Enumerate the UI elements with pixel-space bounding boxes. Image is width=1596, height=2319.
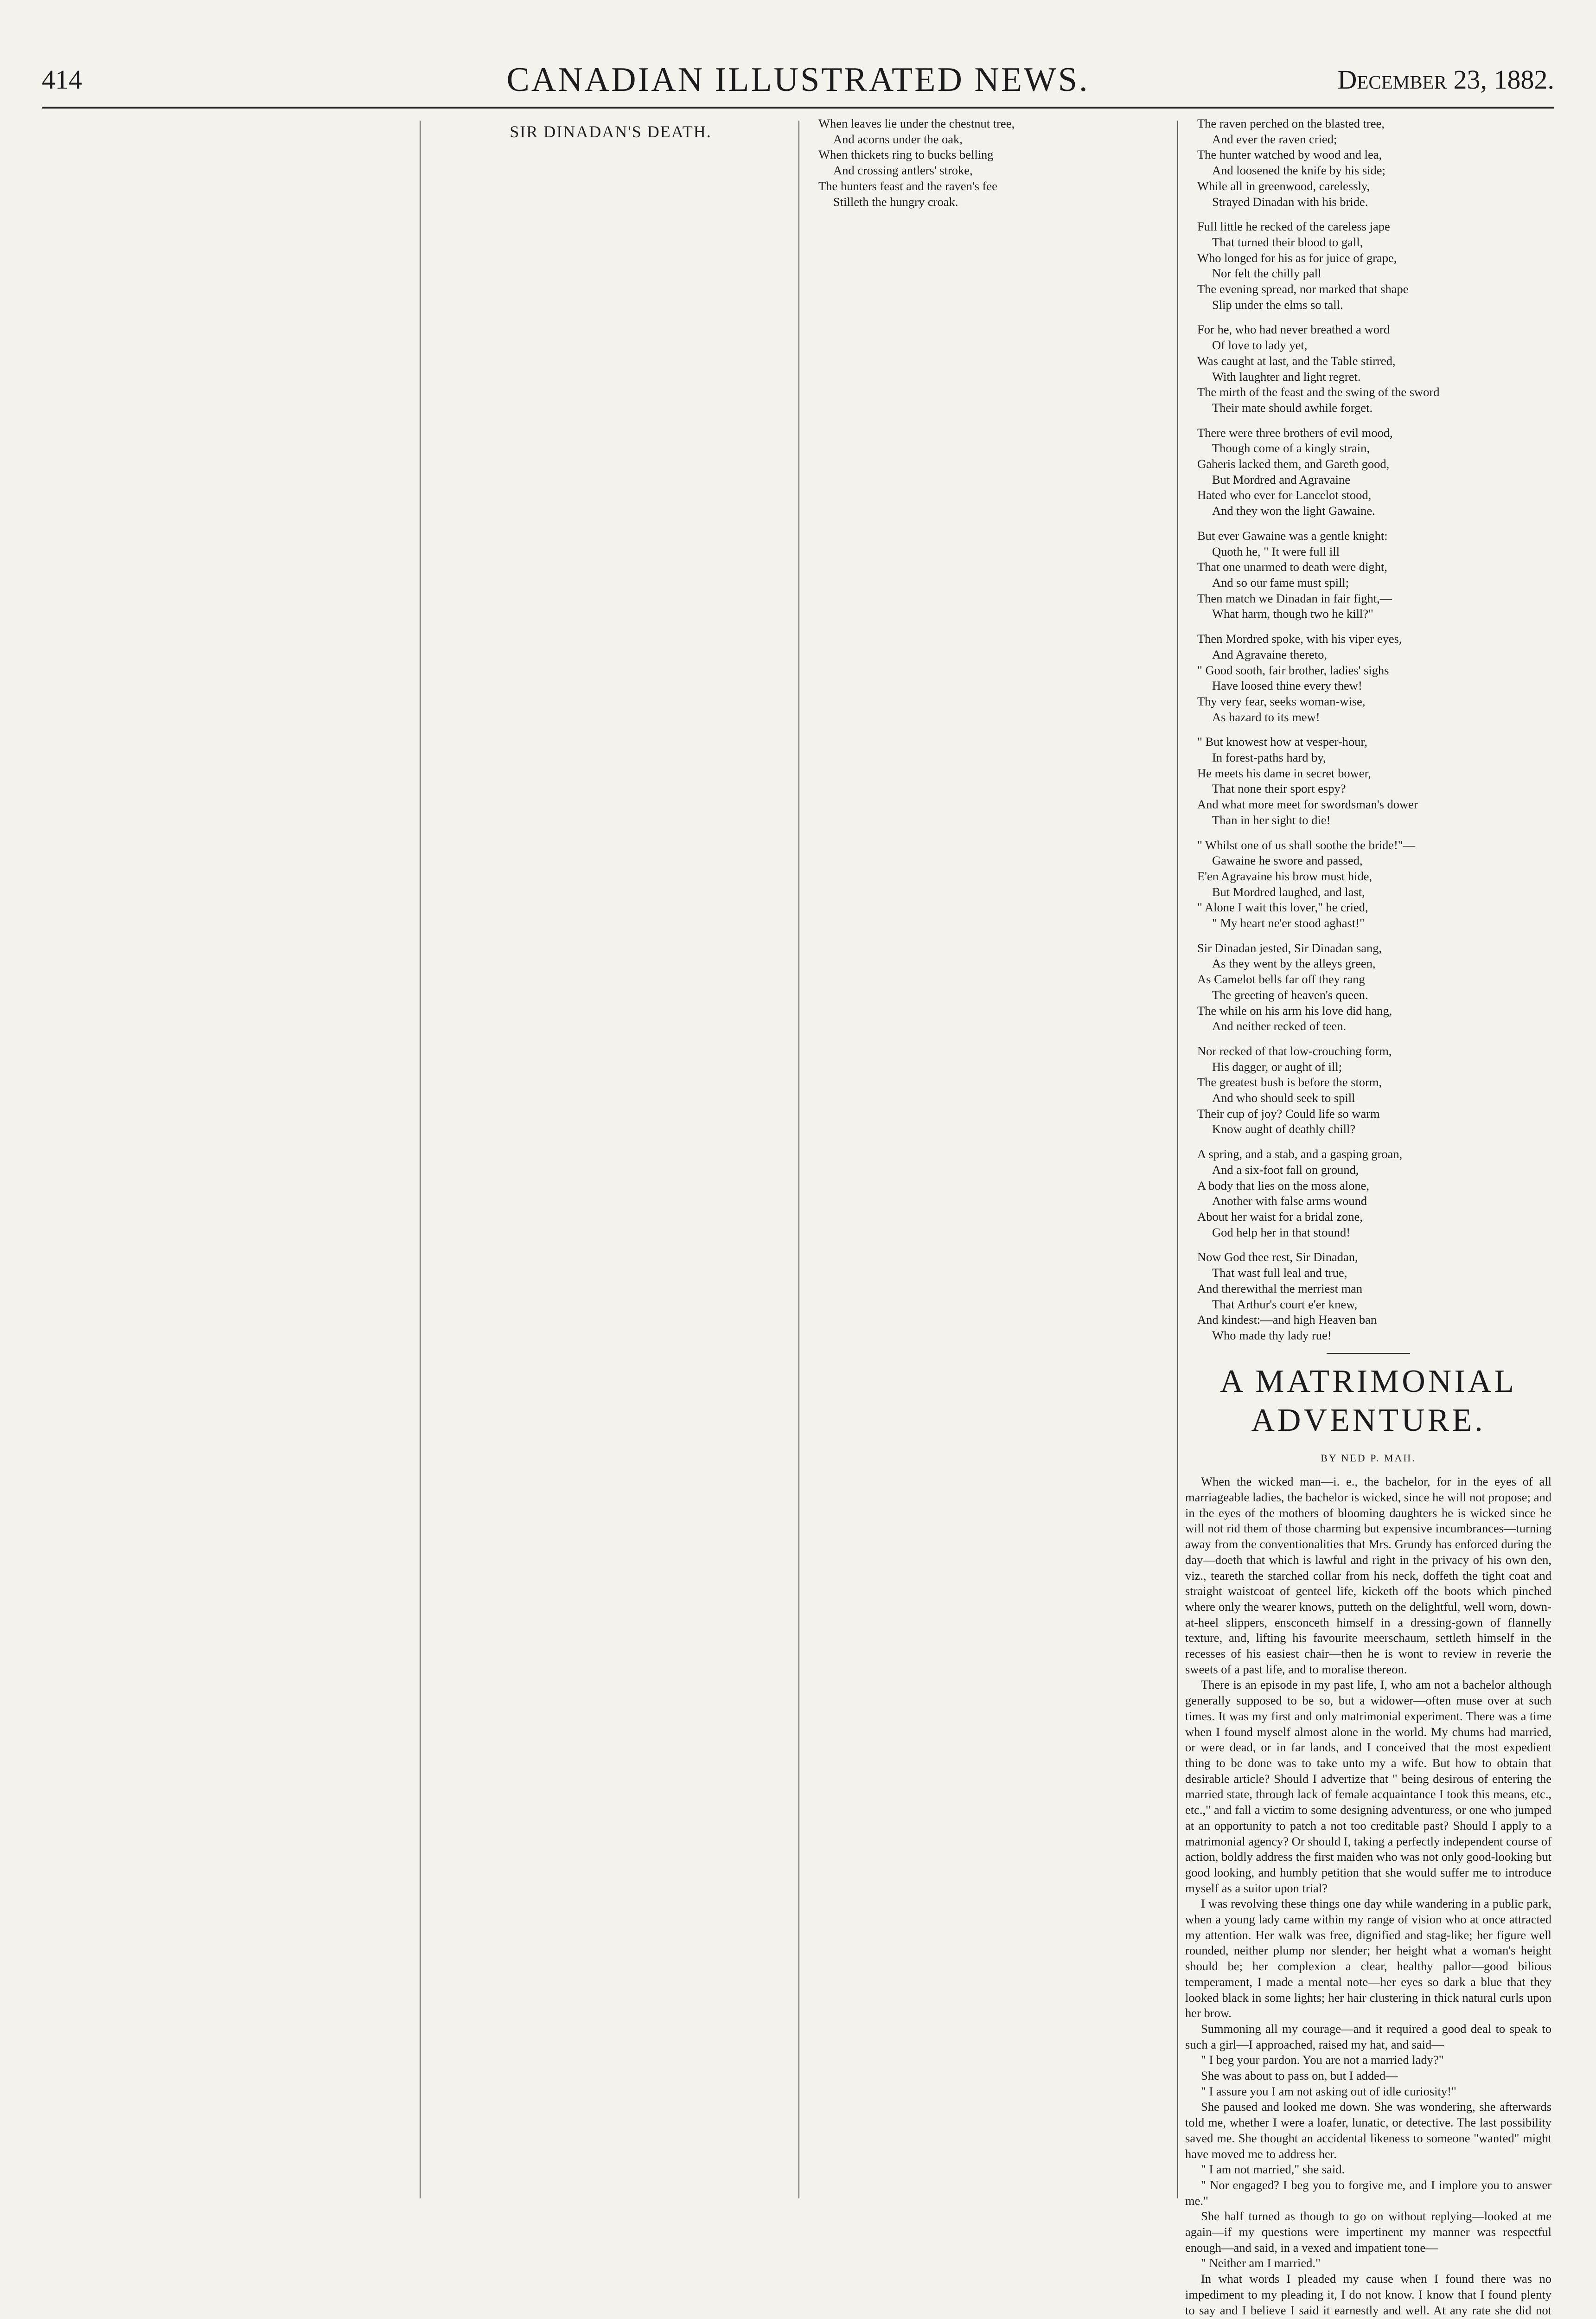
poem-stanza <box>1197 631 1551 725</box>
poem-line: For he, who had never breathed a word <box>1197 322 1390 337</box>
column-4 <box>1185 116 1551 2317</box>
section-divider <box>1327 1353 1410 1354</box>
poem-stanza <box>1197 734 1551 828</box>
story-paragraph: I was revolving these things one day while wandering in a public park, when a young lady came within my range of vision who at once attracted my attention. Her walk was free, dignified and stag-like; her figure well rounded, neither plump nor slender; her height what a woman's height should be; her complexion a clear, healthy pallor—good bilious temperament, I made a mental note—her eyes so dark a blue that they looked black in some lights; her hair clustering in thick natural curls upon her brow. <box>1185 1896 1551 2020</box>
poem-line: When leaves lie under the chestnut tree, <box>818 116 1015 130</box>
poem-line: The hunters feast and the raven's fee <box>818 179 997 193</box>
story-paragraph: " I am not married," she said. <box>1201 2162 1345 2177</box>
story-paragraph: She paused and looked me down. She was wondering, she afterwards told me, whether I were a loafer, lunatic, or detective. The last possibility saved me. She thought an accidental likeness to someone "wanted" might have moved me to address her. <box>1185 2100 1551 2161</box>
poem-line: A body that lies on the moss alone, <box>1197 1178 1369 1192</box>
story-paragraph: She half turned as though to go on without replying—looked at me again—if my questions were impertinent my manner was respectful enough—and said, in a vexed and impatient tone— <box>1185 2209 1551 2255</box>
column-1 <box>44 116 410 2212</box>
poem-line: A spring, and a stab, and a gasping groan, <box>1197 1147 1403 1161</box>
poem-stanza <box>1197 941 1551 1034</box>
poem-line: Of love to lady yet, <box>1212 338 1308 352</box>
poem-line: " Good sooth, fair brother, ladies' sighs <box>1197 663 1389 677</box>
column-rule <box>420 121 421 2198</box>
poem-line: And acorns under the oak, <box>833 132 963 146</box>
poem-line: That one unarmed to death were dight, <box>1197 560 1387 574</box>
poem-line: Hated who ever for Lancelot stood, <box>1197 488 1372 502</box>
poem-line: That Arthur's court e'er knew, <box>1212 1297 1358 1311</box>
poem-line: Now God thee rest, Sir Dinadan, <box>1197 1250 1358 1264</box>
poem-line: The evening spread, nor marked that shape <box>1197 282 1409 296</box>
poem-line: " Whilst one of us shall soothe the bride!"— <box>1197 838 1416 852</box>
poem-line: Slip under the elms so tall. <box>1212 297 1343 312</box>
poem-line: And ever the raven cried; <box>1212 132 1337 146</box>
poem-line: The greatest bush is before the storm, <box>1197 1075 1382 1089</box>
poem-line: What harm, though two he kill?" <box>1212 607 1373 621</box>
poem-stanza <box>1197 528 1551 622</box>
story-paragraph: She was about to pass on, but I added— <box>1201 2069 1398 2083</box>
poem-line: And so our fame must spill; <box>1212 575 1349 589</box>
poem-line: Nor recked of that low-crouching form, <box>1197 1044 1392 1058</box>
poem-stanza <box>1197 322 1551 416</box>
poem-line: But Mordred and Agravaine <box>1212 472 1351 487</box>
story-paragraph: In what words I pleaded my cause when I found there was no impediment to my pleading it, I do not know. I know that I found plenty to say and I believe I said it earnestly and well. At any rate she did not <box>1185 2272 1551 2317</box>
poem-line: Strayed Dinadan with his bride. <box>1212 194 1368 209</box>
issue-date: December 23, 1882. <box>1337 64 1554 95</box>
poem-line: And crossing antlers' stroke, <box>833 163 973 178</box>
column-3 <box>806 116 1173 2212</box>
story-paragraph: " Nor engaged? I beg you to forgive me, and I implore you to answer me." <box>1185 2178 1551 2208</box>
poem-line: Who longed for his as for juice of grape, <box>1197 250 1397 265</box>
poem-stanza <box>1197 1147 1551 1240</box>
column-rule <box>1177 121 1178 2198</box>
poem-line: Stilleth the hungry croak. <box>833 194 958 209</box>
poem-title: SIR DINADAN'S DEATH. <box>510 122 712 141</box>
poem-line: And neither recked of teen. <box>1212 1019 1347 1033</box>
poem-line: Than in her sight to die! <box>1212 813 1331 827</box>
poem-line: That wast full leal and true, <box>1212 1266 1347 1280</box>
poem-line: The greeting of heaven's queen. <box>1212 987 1368 1002</box>
poem-line: E'en Agravaine his brow must hide, <box>1197 869 1373 883</box>
poem-line: " But knowest how at vesper-hour, <box>1197 735 1367 749</box>
poem-line: " Alone I wait this lover," he cried, <box>1197 900 1368 915</box>
poem-stanza <box>1197 116 1551 210</box>
poem-stanza <box>1197 425 1551 519</box>
poem-line: The hunter watched by wood and lea, <box>1197 147 1382 162</box>
story-paragraph: When the wicked man—i. e., the bachelor, for in the eyes of all marriageable ladies, the bachelor is wicked, since he will not propose; and in the eyes of the mothers of blooming daughters he is wicked since he will not rid them of those charming but expensive incumbrances—turning away from the conventionalities that Mrs. Grundy has enforced during the day—doeth that which is lawful and right in the privacy of his own den, viz., teareth the starched collar from his neck, doffeth the tight coat and straight waistcoat of genteel life, kicketh off the boots which pinched where only the wearer knows, putteth on the delightful, well worn, down-at-heel slippers, ensconceth himself in a dressing-gown of flannelly texture, and, lifting his favourite meerschaum, settleth himself in the recesses of his easiest chair—then he is wont to review in reverie the sweets of a past life, and to moralise thereon. <box>1185 1474 1551 1676</box>
poem-line: Then match we Dinadan in fair fight,— <box>1197 591 1392 605</box>
poem-line: Their mate should awhile forget. <box>1212 400 1373 415</box>
poem-line: Gawaine he swore and passed, <box>1212 853 1363 868</box>
poem-line: Another with false arms wound <box>1212 1194 1367 1208</box>
poem-line: Nor felt the chilly pall <box>1212 266 1321 281</box>
poem-line: Know aught of deathly chill? <box>1212 1122 1356 1136</box>
poem-line: In forest-paths hard by, <box>1212 750 1326 765</box>
poem-line: Quoth he, " It were full ill <box>1212 544 1340 558</box>
poem-line: Who made thy lady rue! <box>1212 1328 1332 1342</box>
poem-stanza <box>1197 838 1551 931</box>
poem-line: And loosened the knife by his side; <box>1212 163 1385 178</box>
masthead <box>42 56 1554 109</box>
column-rule <box>798 121 799 2198</box>
poem-stanza <box>818 116 1173 210</box>
poem-line: Then Mordred spoke, with his viper eyes, <box>1197 632 1402 646</box>
newspaper-title: CANADIAN ILLUSTRATED NEWS. <box>506 61 1090 99</box>
poem-line: Have loosed thine every thew! <box>1212 679 1362 693</box>
poem-line: But ever Gawaine was a gentle knight: <box>1197 528 1388 543</box>
poem-stanza <box>1197 1044 1551 1137</box>
poem-line: That none their sport espy? <box>1212 782 1346 796</box>
poem-line: As Camelot bells far off they rang <box>1197 972 1365 987</box>
story-paragraph: " Neither am I married." <box>1201 2256 1321 2270</box>
poem-line: God help her in that stound! <box>1212 1225 1351 1239</box>
poem-line: There were three brothers of evil mood, <box>1197 425 1393 440</box>
poem-line: As they went by the alleys green, <box>1212 956 1376 971</box>
poem-line: Gaheris lacked them, and Gareth good, <box>1197 457 1390 471</box>
poem-line: That turned their blood to gall, <box>1212 235 1363 249</box>
poem-line: About her waist for a bridal zone, <box>1197 1210 1363 1224</box>
poem-line: The while on his arm his love did hang, <box>1197 1003 1392 1018</box>
poem-line: As hazard to its mew! <box>1212 710 1320 724</box>
poem-line: And they won the light Gawaine. <box>1212 504 1375 518</box>
poem-line: The mirth of the feast and the swing of the sword <box>1197 385 1440 399</box>
poem-line: Sir Dinadan jested, Sir Dinadan sang, <box>1197 941 1382 955</box>
poem-line: Thy very fear, seeks woman-wise, <box>1197 694 1366 708</box>
story-title: A MATRIMONIAL ADVENTURE. <box>1220 1363 1517 1438</box>
poem-stanza <box>1197 219 1551 313</box>
poem-line: And Agravaine thereto, <box>1212 647 1327 661</box>
poem-line: Was caught at last, and the Table stirred, <box>1197 353 1396 368</box>
poem-line: With laughter and light regret. <box>1212 369 1361 384</box>
poem-line: " My heart ne'er stood aghast!" <box>1212 916 1365 930</box>
story-paragraph: Summoning all my courage—and it required a good deal to speak to such a girl—I approached, raised my hat, and said— <box>1185 2021 1551 2051</box>
page-number: 414 <box>42 64 82 95</box>
poem-line: And what more meet for swordsman's dower <box>1197 797 1418 812</box>
poem-line: He meets his dame in secret bower, <box>1197 766 1371 780</box>
poem-line: And a six-foot fall on ground, <box>1212 1162 1359 1177</box>
poem-line: Full little he recked of the careless jape <box>1197 219 1390 234</box>
poem-line: And kindest:—and high Heaven ban <box>1197 1313 1377 1327</box>
story-paragraph: " I assure you I am not asking out of idle curiosity!" <box>1201 2084 1456 2098</box>
poem-line: The raven perched on the blasted tree, <box>1197 116 1385 130</box>
poem-line: His dagger, or aught of ill; <box>1212 1059 1342 1074</box>
story-byline: BY NED P. MAH. <box>1321 1452 1416 1464</box>
poem-line: And who should seek to spill <box>1212 1091 1355 1105</box>
poem-stanza <box>1197 1249 1551 1343</box>
column-2 <box>428 116 794 2212</box>
poem-line: Though come of a kingly strain, <box>1212 441 1370 455</box>
story-paragraph: There is an episode in my past life, I, who am not a bachelor although generally supposed to be so, but a widower—often muse over at such times. It was my first and only matrimonial experiment. There was a time when I found myself almost alone in the world. My chums had married, or were dead, or in far lands, and I conceived that the most expedient thing to be done was to take unto my a wife. But how to obtain that desirable article? Should I advertize that " being desirous of entering the married state, through lack of female acquaintance I took this means, etc., etc.," and fall a victim to some designing adventuress, or one who jumped at an opportunity to patch a not too creditable past? Should I apply to a matrimonial agency? Or should I, taking a perfectly independent course of action, boldly address the first maiden who was not only good-looking but good looking, and humbly petition that she would suffer me to introduce myself as a suitor upon trial? <box>1185 1678 1551 1895</box>
poem-line: Their cup of joy? Could life so warm <box>1197 1106 1380 1121</box>
poem-line: When thickets ring to bucks belling <box>818 147 994 162</box>
poem-line: And therewithal the merriest man <box>1197 1281 1363 1295</box>
poem-line: But Mordred laughed, and last, <box>1212 884 1365 899</box>
poem-line: While all in greenwood, carelessly, <box>1197 179 1370 193</box>
story-paragraph: " I beg your pardon. You are not a married lady?" <box>1201 2053 1444 2067</box>
